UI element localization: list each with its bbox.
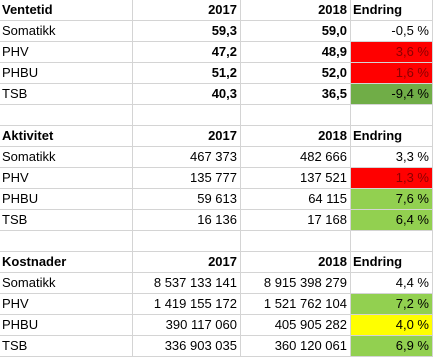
change-header-cell[interactable]: Endring [351, 252, 433, 272]
section-title-cell[interactable]: Aktivitet [0, 126, 133, 146]
value-2018-cell[interactable]: 64 115 [241, 189, 351, 209]
value-2017-cell[interactable]: 51,2 [133, 63, 241, 83]
section-header-row [0, 0, 433, 21]
value-2018-cell[interactable]: 1 521 762 104 [241, 294, 351, 314]
value-2017-cell[interactable]: 47,2 [133, 42, 241, 62]
table-row [0, 315, 433, 336]
change-cell[interactable]: -9,4 % [351, 84, 433, 104]
empty-cell[interactable] [0, 105, 133, 125]
year-2017-header-cell[interactable]: 2017 [133, 0, 241, 20]
value-2018-cell[interactable]: 360 120 061 [241, 336, 351, 356]
row-label-cell[interactable]: PHV [0, 42, 133, 62]
change-cell[interactable]: 4,0 % [351, 315, 433, 335]
change-cell[interactable]: 3,3 % [351, 147, 433, 167]
change-cell[interactable]: 1,6 % [351, 63, 433, 83]
value-2017-cell[interactable]: 8 537 133 141 [133, 273, 241, 293]
value-2018-cell[interactable]: 36,5 [241, 84, 351, 104]
change-cell[interactable]: 6,4 % [351, 210, 433, 230]
blank-row[interactable] [0, 231, 433, 252]
table-row [0, 210, 433, 231]
table-row [0, 336, 433, 357]
empty-cell[interactable] [351, 231, 433, 251]
row-label-cell[interactable]: Somatikk [0, 273, 133, 293]
value-2017-cell[interactable]: 16 136 [133, 210, 241, 230]
change-header-cell[interactable]: Endring [351, 0, 433, 20]
change-cell[interactable]: 4,4 % [351, 273, 433, 293]
table-row [0, 84, 433, 105]
value-2017-cell[interactable]: 467 373 [133, 147, 241, 167]
table-row [0, 21, 433, 42]
value-2018-cell[interactable]: 405 905 282 [241, 315, 351, 335]
value-2018-cell[interactable]: 8 915 398 279 [241, 273, 351, 293]
value-2018-cell[interactable]: 52,0 [241, 63, 351, 83]
row-label-cell[interactable]: Somatikk [0, 147, 133, 167]
year-2017-header-cell[interactable]: 2017 [133, 252, 241, 272]
section-title-cell[interactable]: Ventetid [0, 0, 133, 20]
table-row [0, 294, 433, 315]
empty-cell[interactable] [0, 231, 133, 251]
table-row [0, 63, 433, 84]
year-2018-header-cell[interactable]: 2018 [241, 0, 351, 20]
change-header-cell[interactable]: Endring [351, 126, 433, 146]
row-label-cell[interactable]: Somatikk [0, 21, 133, 41]
value-2017-cell[interactable]: 59 613 [133, 189, 241, 209]
row-label-cell[interactable]: PHV [0, 168, 133, 188]
row-label-cell[interactable]: PHBU [0, 189, 133, 209]
value-2017-cell[interactable]: 390 117 060 [133, 315, 241, 335]
empty-cell[interactable] [133, 231, 241, 251]
empty-cell[interactable] [133, 105, 241, 125]
year-2018-header-cell[interactable]: 2018 [241, 126, 351, 146]
row-label-cell[interactable]: PHV [0, 294, 133, 314]
table-row [0, 147, 433, 168]
year-2017-header-cell[interactable]: 2017 [133, 126, 241, 146]
change-cell[interactable]: -0,5 % [351, 21, 433, 41]
row-label-cell[interactable]: TSB [0, 210, 133, 230]
empty-cell[interactable] [351, 105, 433, 125]
change-cell[interactable]: 7,6 % [351, 189, 433, 209]
value-2017-cell[interactable]: 59,3 [133, 21, 241, 41]
value-2018-cell[interactable]: 17 168 [241, 210, 351, 230]
change-cell[interactable]: 7,2 % [351, 294, 433, 314]
value-2018-cell[interactable]: 59,0 [241, 21, 351, 41]
value-2017-cell[interactable]: 40,3 [133, 84, 241, 104]
blank-row[interactable] [0, 105, 433, 126]
empty-cell[interactable] [241, 231, 351, 251]
change-cell[interactable]: 1,3 % [351, 168, 433, 188]
table-row [0, 42, 433, 63]
table-row [0, 273, 433, 294]
row-label-cell[interactable]: TSB [0, 336, 133, 356]
section-header-row [0, 126, 433, 147]
year-2018-header-cell[interactable]: 2018 [241, 252, 351, 272]
table-row [0, 189, 433, 210]
row-label-cell[interactable]: PHBU [0, 315, 133, 335]
value-2018-cell[interactable]: 137 521 [241, 168, 351, 188]
value-2018-cell[interactable]: 482 666 [241, 147, 351, 167]
empty-cell[interactable] [241, 105, 351, 125]
value-2018-cell[interactable]: 48,9 [241, 42, 351, 62]
section-title-cell[interactable]: Kostnader [0, 252, 133, 272]
value-2017-cell[interactable]: 336 903 035 [133, 336, 241, 356]
change-cell[interactable]: 3,6 % [351, 42, 433, 62]
section-header-row [0, 252, 433, 273]
row-label-cell[interactable]: TSB [0, 84, 133, 104]
table-row [0, 168, 433, 189]
row-label-cell[interactable]: PHBU [0, 63, 133, 83]
change-cell[interactable]: 6,9 % [351, 336, 433, 356]
value-2017-cell[interactable]: 1 419 155 172 [133, 294, 241, 314]
value-2017-cell[interactable]: 135 777 [133, 168, 241, 188]
